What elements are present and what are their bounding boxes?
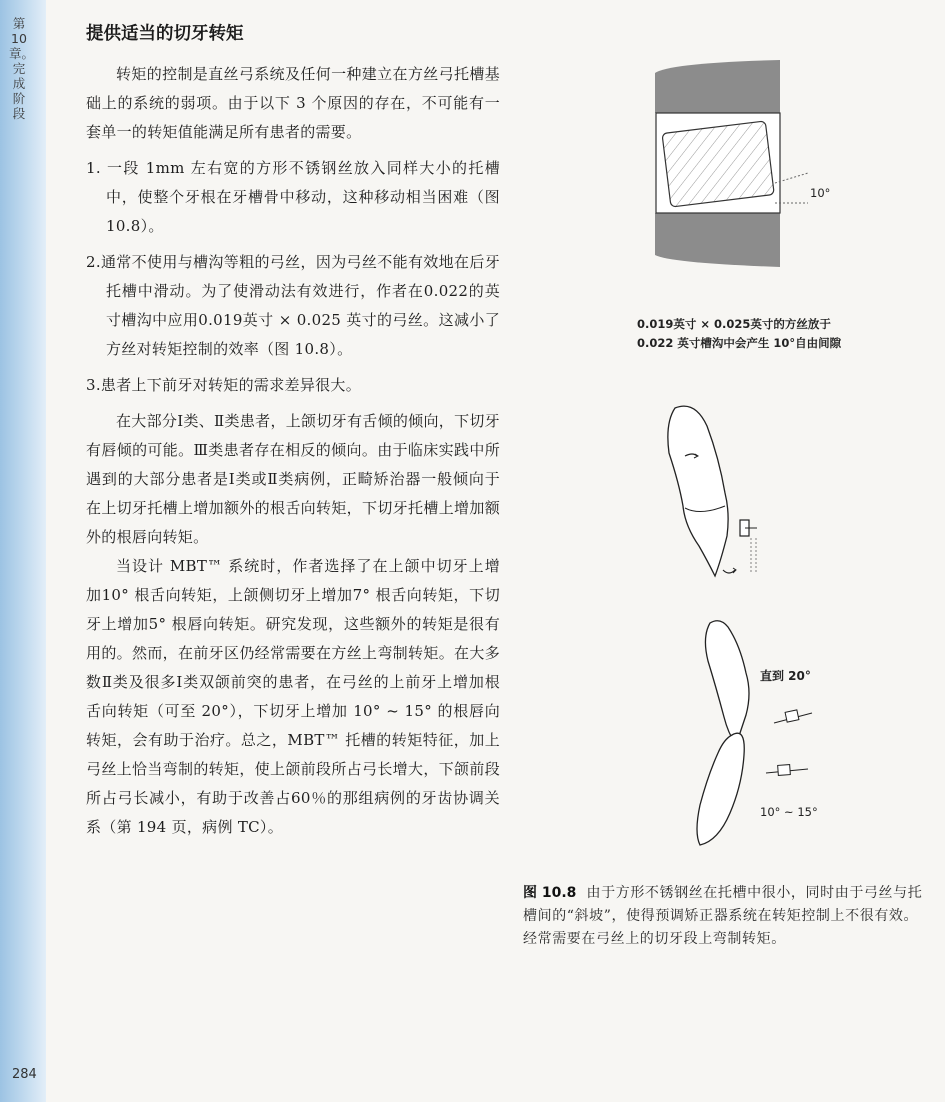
figure-caption-text: 由于方形不锈钢丝在托槽中很小，同时由于弓丝与托槽间的“斜坡”，使得预调矫正器系统在转矩控制上不很有效。经常需要在弓丝上的切牙段上弯制转矩。 bbox=[523, 885, 923, 947]
slot-diagram-caption: 0.019英寸 × 0.025英寸的方丝放于0.022 英寸槽沟中会产生 10°自由间隙 bbox=[637, 317, 842, 350]
body-text bbox=[86, 60, 500, 842]
slot-angle-label: 10° bbox=[810, 186, 831, 200]
page-number: 284 bbox=[12, 1067, 37, 1082]
paragraph-2: 在大部分Ⅰ类、Ⅱ类患者，上颌切牙有舌倾的倾向，下切牙有唇倾的可能。Ⅲ类患者存在相反的倾向。由于临床实践中所遇到的大部分患者是Ⅰ类或Ⅱ类病例，正畸矫治器一般倾向于在上切牙托槽上增加额外的根舌向转矩，下切牙托槽上增加额外的根唇向转矩。 bbox=[86, 412, 500, 546]
figure-caption bbox=[523, 882, 931, 951]
upper-incisor-diagram bbox=[655, 398, 785, 588]
chapter-label: 第10章。完成阶段 bbox=[9, 16, 35, 121]
upper-torque-label: 直到 20° bbox=[760, 669, 811, 683]
list-item-2: 2.通常不使用与槽沟等粗的弓丝，因为弓丝不能有效地在后牙托槽中滑动。为了使滑动法有效进行，作者在0.022的英寸槽沟中应用0.019英寸 × 0.025 英寸的弓丝。这减小了方丝对转矩控制的效率（图 10.8）。 bbox=[86, 253, 500, 358]
bracket-slot-diagram bbox=[600, 55, 810, 275]
section-title: 提供适当的切牙转矩 bbox=[86, 24, 244, 44]
figure-number: 图 10.8 bbox=[523, 885, 577, 901]
list-item-1: 1. 一段 1mm 左右宽的方形不锈钢丝放入同样大小的托槽中，使整个牙根在牙槽骨中移动，这种移动相当困难（图 10.8）。 bbox=[86, 159, 500, 235]
paragraph-3: 当设计 MBT™ 系统时，作者选择了在上颌中切牙上增加10° 根舌向转矩，上颌侧切牙上增加7° 根舌向转矩，下切牙上增加5° 根唇向转矩。研究发现，这些额外的转矩是很有用的。然而，在前牙区仍经常需要在方丝上弯制转矩。在大多数Ⅱ类及很多Ⅰ类双颌前突的患者，在弓丝的上前牙上增加根舌向转矩（可至 20°），下切牙上增加 10° ~ 15° 的根唇向转矩，会有助于治疗。总之，MBT™ 托槽的转矩特征，加上弓丝上恰当弯制的转矩，使上颌前段所占弓长增大，下颌前段所占弓长减小，有助于改善占60％的那组病例的牙齿协调关系（第 194 页，病例 TC）。 bbox=[86, 557, 500, 836]
intro-paragraph: 转矩的控制是直丝弓系统及任何一种建立在方丝弓托槽基础上的系统的弱项。由于以下 3 个原因的存在，不可能有一套单一的转矩值能满足所有患者的需要。 bbox=[86, 65, 500, 141]
list-item-3: 3.患者上下前牙对转矩的需求差异很大。 bbox=[86, 376, 362, 394]
chapter-side-band bbox=[0, 0, 46, 1102]
lower-torque-label: 10° ~ 15° bbox=[760, 805, 818, 819]
